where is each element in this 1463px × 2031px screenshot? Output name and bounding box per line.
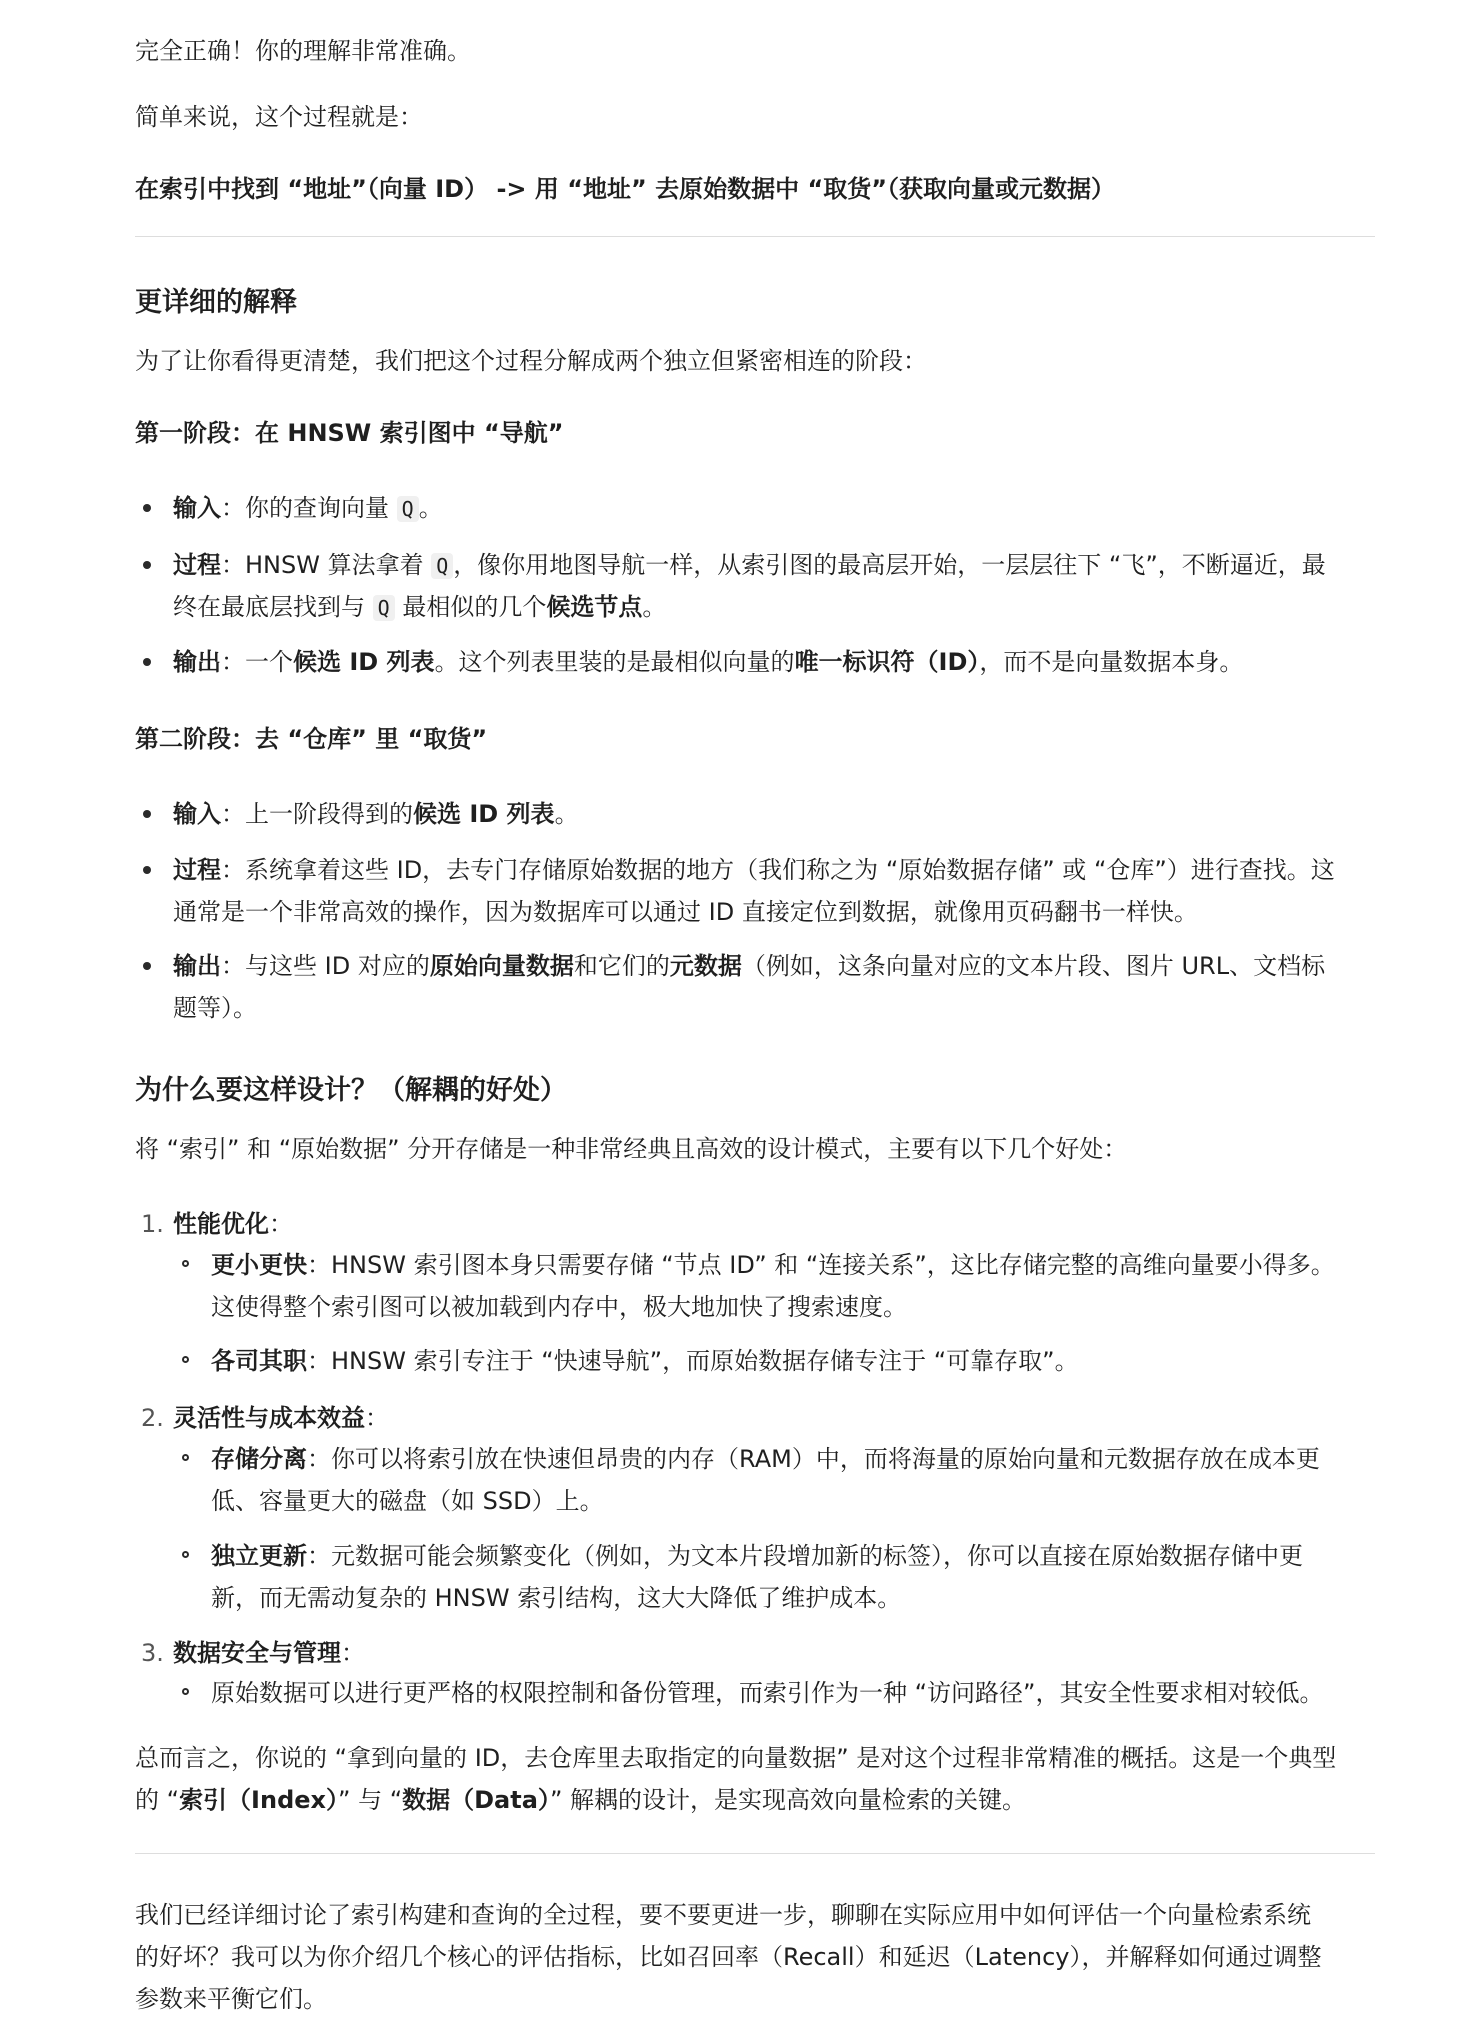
sub-bullet-icon	[182, 1551, 189, 1558]
sub-bullet-icon	[182, 1454, 189, 1461]
detail-lead: 为了让你看得更清楚，我们把这个过程分解成两个独立但紧密相连的阶段：	[135, 347, 927, 375]
section-heading-detail: 更详细的解释	[135, 287, 297, 318]
list-number: 1.	[141, 1210, 164, 1238]
why-item-1-sub-1-cont: 这使得整个索引图可以被加载到内存中，极大地加快了搜索速度。	[211, 1293, 907, 1321]
section-heading-why: 为什么要这样设计？（解耦的好处）	[135, 1075, 567, 1106]
bullet-icon	[143, 658, 151, 666]
sub-bullet-icon	[182, 1356, 189, 1363]
why-item-2-sub-2: 独立更新：元数据可能会频繁变化（例如，为文本片段增加新的标签），你可以直接在原始数据存储中更	[211, 1542, 1303, 1570]
why-item-3-sub-1: 原始数据可以进行更严格的权限控制和备份管理，而索引作为一种 “访问路径”，其安全性要求相对较低。	[211, 1679, 1324, 1707]
why-item-1: 性能优化：	[173, 1210, 293, 1238]
stage2-output: 输出：与这些 ID 对应的原始向量数据和它们的元数据（例如，这条向量对应的文本片段、图片 URL、文档标	[173, 952, 1326, 980]
why-lead: 将 “索引” 和 “原始数据” 分开存储是一种非常经典且高效的设计模式，主要有以下几个好处：	[135, 1135, 1128, 1163]
list-number: 3.	[141, 1639, 164, 1667]
followup-line-2: 的好坏？我可以为你介绍几个核心的评估指标，比如召回率（Recall）和延迟（Latency），并解释如何通过调整	[135, 1943, 1322, 1971]
list-number: 2.	[141, 1404, 164, 1432]
code-q: Q	[397, 496, 419, 522]
conclusion-line-2: 的 “索引（Index）” 与 “数据（Data）” 解耦的设计，是实现高效向量检索的关键。	[135, 1786, 1026, 1814]
intro-paragraph-2: 简单来说，这个过程就是：	[135, 103, 423, 131]
intro-paragraph-1: 完全正确！你的理解非常准确。	[135, 37, 471, 65]
followup-line-3: 参数来平衡它们。	[135, 1985, 327, 2013]
stage2-process: 过程：系统拿着这些 ID，去专门存储原始数据的地方（我们称之为 “原始数据存储” 或 “仓库”）进行查找。这	[173, 856, 1335, 884]
followup-line-1: 我们已经详细讨论了索引构建和查询的全过程，要不要更进一步，聊聊在实际应用中如何评估一个向量检索系统	[135, 1901, 1311, 1929]
bullet-icon	[143, 561, 151, 569]
bullet-icon	[143, 962, 151, 970]
intro-summary: 在索引中找到 “地址”（向量 ID） -> 用 “地址” 去原始数据中 “取货”（获取向量或元数据）	[135, 175, 1116, 203]
why-item-2-sub-1: 存储分离：你可以将索引放在快速但昂贵的内存（RAM）中，而将海量的原始向量和元数据存放在成本更	[211, 1445, 1320, 1473]
stage1-process-cont: 终在最底层找到与 Q 最相似的几个候选节点。	[173, 593, 667, 621]
sub-bullet-icon	[182, 1260, 189, 1267]
divider	[135, 236, 1375, 237]
stage1-heading: 第一阶段：在 HNSW 索引图中 “导航”	[135, 419, 564, 447]
why-item-1-sub-2: 各司其职：HNSW 索引专注于 “快速导航”，而原始数据存储专注于 “可靠存取”。	[211, 1347, 1079, 1375]
code-q: Q	[431, 553, 453, 579]
why-item-3: 数据安全与管理：	[173, 1639, 365, 1667]
bullet-icon	[143, 810, 151, 818]
bullet-icon	[143, 504, 151, 512]
why-item-2-sub-1-cont: 低、容量更大的磁盘（如 SSD）上。	[211, 1487, 604, 1515]
stage1-process: 过程：HNSW 算法拿着 Q ，像你用地图导航一样，从索引图的最高层开始，一层层往下 “飞”，不断逼近，最	[173, 551, 1326, 579]
stage2-process-cont: 通常是一个非常高效的操作，因为数据库可以通过 ID 直接定位到数据，就像用页码翻书一样快。	[173, 898, 1198, 926]
conclusion-line-1: 总而言之，你说的 “拿到向量的 ID，去仓库里去取指定的向量数据” 是对这个过程非常精准的概括。这是一个典型	[135, 1744, 1337, 1772]
why-item-2-sub-2-cont: 新，而无需动复杂的 HNSW 索引结构，这大大降低了维护成本。	[211, 1584, 902, 1612]
sub-bullet-icon	[182, 1688, 189, 1695]
why-item-2: 灵活性与成本效益：	[173, 1404, 389, 1432]
stage2-output-cont: 题等）。	[173, 994, 257, 1022]
divider	[135, 1853, 1375, 1854]
bullet-icon	[143, 866, 151, 874]
stage1-input: 输入：你的查询向量 Q 。	[173, 494, 443, 522]
stage2-input: 输入：上一阶段得到的候选 ID 列表。	[173, 800, 579, 828]
code-q: Q	[373, 595, 395, 621]
why-item-1-sub-1: 更小更快：HNSW 索引图本身只需要存储 “节点 ID” 和 “连接关系”，这比存储完整的高维向量要小得多。	[211, 1251, 1335, 1279]
stage2-heading: 第二阶段：去 “仓库” 里 “取货”	[135, 725, 488, 753]
stage1-output: 输出：一个候选 ID 列表。这个列表里装的是最相似向量的唯一标识符（ID），而不是向量数据本身。	[173, 648, 1244, 676]
